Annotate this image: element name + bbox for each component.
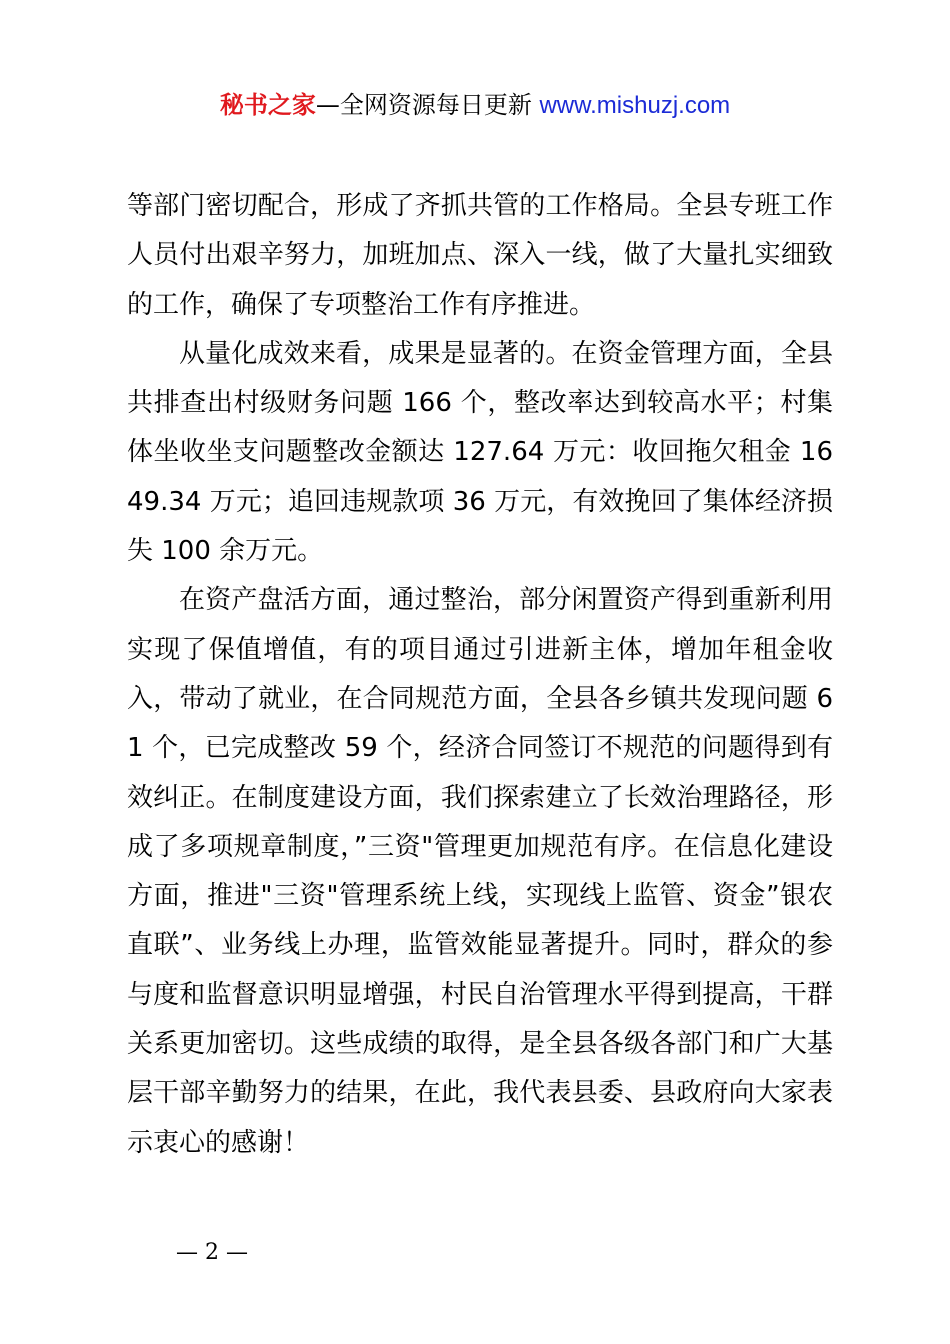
body-paragraph-asset-revitalization: 在资产盘活方面，通过整治，部分闲置资产得到重新利用实现了保值增值，有的项目通过引进新主体，增加年租金收入，带动了就业，在合同规范方面，全县各乡镇共发现问题 61 个，已完成整改 59 个，经济合同签订不规范的问题得到有效纠正。在制度建设方面，我们探索建立了长效治理路径，形成了多项规章制度，”三资"管理更加规范有序。在信息化建设方面，推进"三资"管理系统上线，实现线上监管、资金”银农直联”、业务线上办理，监管效能显著提升。同时，群众的参与度和监督意识明显增强，村民自治管理水平得到提高，干群关系更加密切。这些成绩的取得，是全县各级各部门和广大基层干部辛勤努力的结果，在此，我代表县委、县政府向大家表示衷心的感谢！ xyxy=(127,585,833,1158)
site-url-link[interactable]: www.mishuzj.com xyxy=(539,92,731,119)
document-body xyxy=(127,182,833,1168)
body-paragraph-continued: 等部门密切配合，形成了齐抓共管的工作格局。全县专班工作人员付出艰辛努力，加班加点、深入一线，做了大量扎实细致的工作，确保了专项整治工作有序推进。 xyxy=(127,191,833,320)
header-tagline: —全网资源每日更新 xyxy=(315,91,540,119)
body-paragraph-quantified-results: 从量化成效来看，成果是显著的。在资金管理方面，全县共排查出村级财务问题 166 个，整改率达到较高水平；村集体坐收坐支问题整改金额达 127.64 万元：收回拖欠租金 1649.34 万元；追回违规款项 36 万元，有效挽回了集体经济损失 100 余万元。 xyxy=(127,338,833,567)
brand-name: 秘书之家 xyxy=(219,91,316,119)
site-header xyxy=(0,88,950,123)
page-number: — 2 — xyxy=(176,1240,248,1265)
